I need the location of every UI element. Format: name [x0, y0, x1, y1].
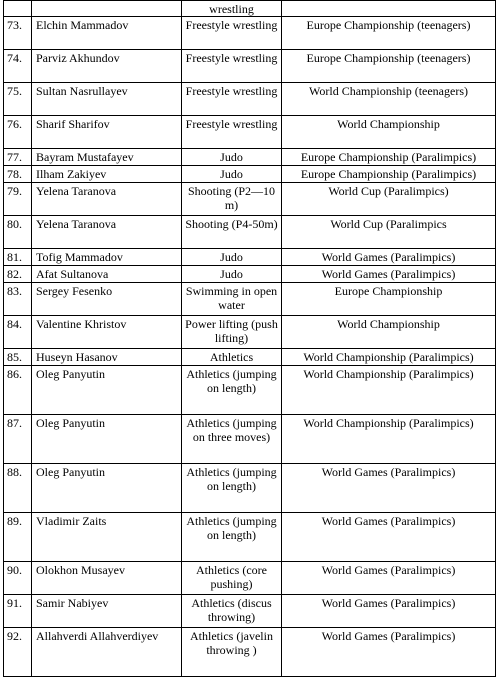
- table-row: [4, 50, 496, 83]
- sport-discipline-cell: [182, 183, 282, 216]
- sport-discipline-cell: [182, 116, 282, 149]
- table-row: [4, 266, 496, 283]
- competition: World Championship: [337, 117, 440, 131]
- athlete-name: Oleg Panyutin: [36, 367, 105, 381]
- table-row: [4, 464, 496, 513]
- sport-discipline: Power lifting (push lifting): [185, 317, 278, 345]
- row-number: 84.: [7, 317, 22, 331]
- row-number-cell: [4, 183, 32, 216]
- competition-cell: [282, 149, 496, 166]
- table-row: [4, 183, 496, 216]
- row-number-cell: [4, 116, 32, 149]
- competition: World Games (Paralimpics): [321, 596, 456, 610]
- athlete-name-cell: [32, 464, 182, 513]
- athlete-name: Vladimir Zaits: [36, 514, 107, 528]
- competition: World Cup (Paralimpics): [328, 184, 449, 198]
- sport-discipline-cell: [182, 349, 282, 366]
- sport-discipline-cell: [182, 562, 282, 595]
- sport-discipline: Athletics (jumping on three moves): [186, 416, 277, 444]
- sport-discipline: Judo: [220, 150, 243, 164]
- competition: World Games (Paralimpics): [321, 465, 456, 479]
- athlete-name-cell: [32, 166, 182, 183]
- row-number: 88.: [7, 465, 22, 479]
- competition-cell: [282, 249, 496, 266]
- athlete-name: Elchin Mammadov: [36, 18, 129, 32]
- athlete-name: Bayram Mustafayev: [36, 150, 134, 164]
- competition-cell: [282, 183, 496, 216]
- sport-discipline-cell: [182, 595, 282, 628]
- athlete-name-cell: [32, 415, 182, 464]
- athlete-name: Olokhon Musayev: [36, 563, 125, 577]
- row-number-cell: [4, 17, 32, 50]
- row-number: 82.: [7, 267, 22, 281]
- athlete-name: Parviz Akhundov: [36, 51, 120, 65]
- row-number: 91.: [7, 596, 22, 610]
- sport-discipline-cell: [182, 513, 282, 562]
- table-row: [4, 283, 496, 316]
- table-body: [4, 1, 496, 677]
- table-row: [4, 83, 496, 116]
- athlete-name: Afat Sultanova: [36, 267, 109, 281]
- athlete-name-cell: [32, 149, 182, 166]
- table-row: [4, 166, 496, 183]
- sport-discipline-cell: [182, 266, 282, 283]
- competition: Europe Championship: [334, 284, 443, 298]
- row-number: 78.: [7, 167, 22, 181]
- row-number: 90.: [7, 563, 22, 577]
- table-row: [4, 349, 496, 366]
- athlete-name: Tofig Mammadov: [36, 250, 123, 264]
- competition-cell: [282, 513, 496, 562]
- competition-cell: [282, 464, 496, 513]
- athlete-name: Sultan Nasrullayev: [36, 84, 128, 98]
- row-number: 81.: [7, 250, 22, 264]
- athlete-name-cell: [32, 216, 182, 249]
- competition-cell: [282, 283, 496, 316]
- row-number: 83.: [7, 284, 22, 298]
- competition-cell: [282, 628, 496, 677]
- row-number: 87.: [7, 416, 22, 430]
- table-row: [4, 216, 496, 249]
- sport-discipline-cell: [182, 628, 282, 677]
- competition: World Championship (teenagers): [309, 84, 468, 98]
- row-number-cell: [4, 562, 32, 595]
- table-row: [4, 116, 496, 149]
- athlete-name-cell: [32, 562, 182, 595]
- row-number-cell: [4, 595, 32, 628]
- athlete-name-cell: [32, 83, 182, 116]
- sport-discipline: Athletics (jumping on length): [186, 367, 277, 395]
- competition-cell: [282, 17, 496, 50]
- table-row: [4, 415, 496, 464]
- athlete-name-cell: [32, 628, 182, 677]
- sport-discipline: Athletics: [209, 350, 254, 364]
- sport-discipline-cell: [182, 1, 282, 17]
- row-number: 75.: [7, 84, 22, 98]
- table-row: [4, 1, 496, 17]
- sport-discipline-cell: [182, 216, 282, 249]
- athlete-name: Ilham Zakiyev: [36, 167, 107, 181]
- competition-cell: [282, 166, 496, 183]
- athlete-name-cell: [32, 116, 182, 149]
- sport-discipline: Shooting (P4-50m): [185, 217, 278, 231]
- sport-discipline: Athletics (jumping on length): [186, 514, 277, 542]
- table-row: [4, 366, 496, 415]
- competition: World Games (Paralimpics): [321, 514, 456, 528]
- competition-cell: [282, 50, 496, 83]
- competition-cell: [282, 595, 496, 628]
- competition-cell: [282, 1, 496, 17]
- sport-discipline: Athletics (javelin throwing ): [190, 629, 273, 657]
- athlete-name: Sergey Fesenko: [36, 284, 113, 298]
- sport-discipline: Freestyle wrestling: [185, 84, 278, 98]
- competition: Europe Championship (teenagers): [306, 18, 471, 32]
- row-number-cell: [4, 513, 32, 562]
- row-number: 74.: [7, 51, 22, 65]
- sport-discipline: wrestling: [209, 2, 254, 16]
- row-number: 79.: [7, 184, 22, 198]
- competition: World Games (Paralimpics): [321, 629, 456, 643]
- competition: World Championship (Paralimpics): [303, 416, 474, 430]
- competition-cell: [282, 415, 496, 464]
- athlete-name-cell: [32, 50, 182, 83]
- competition: World Games (Paralimpics): [321, 250, 456, 264]
- athlete-name: Huseyn Hasanov: [36, 350, 118, 364]
- table-row: [4, 17, 496, 50]
- competition-cell: [282, 316, 496, 349]
- competition: World Cup (Paralimpics: [330, 217, 447, 231]
- competition: Europe Championship (Paralimpics): [300, 167, 477, 181]
- competition-cell: [282, 349, 496, 366]
- sport-discipline: Swimming in open water: [185, 284, 278, 312]
- athlete-name-cell: [32, 183, 182, 216]
- sport-discipline: Freestyle wrestling: [185, 117, 278, 131]
- sport-discipline: Freestyle wrestling: [185, 18, 278, 32]
- table-row: [4, 249, 496, 266]
- row-number-cell: [4, 415, 32, 464]
- sport-discipline: Judo: [220, 167, 243, 181]
- competition-cell: [282, 116, 496, 149]
- row-number: 86.: [7, 367, 22, 381]
- row-number-cell: [4, 50, 32, 83]
- row-number-cell: [4, 464, 32, 513]
- row-number: 92.: [7, 629, 22, 643]
- sport-discipline-cell: [182, 50, 282, 83]
- athlete-name-cell: [32, 1, 182, 17]
- competition-cell: [282, 562, 496, 595]
- competition: World Championship (Paralimpics): [303, 367, 474, 381]
- row-number: 85.: [7, 350, 22, 364]
- athlete-name: Sharif Sharifov: [36, 117, 110, 131]
- sport-discipline-cell: [182, 415, 282, 464]
- document-page: [3, 0, 496, 677]
- athlete-name-cell: [32, 249, 182, 266]
- row-number-cell: [4, 216, 32, 249]
- athlete-name-cell: [32, 266, 182, 283]
- sport-discipline: Shooting (P2—10 m): [187, 184, 275, 212]
- row-number-cell: [4, 83, 32, 116]
- row-number-cell: [4, 283, 32, 316]
- table-row: [4, 562, 496, 595]
- row-number: 80.: [7, 217, 22, 231]
- athlete-name: Allahverdi Allahverdiyev: [36, 629, 159, 643]
- athlete-name-cell: [32, 349, 182, 366]
- sport-discipline: Freestyle wrestling: [185, 51, 278, 65]
- row-number-cell: [4, 266, 32, 283]
- competition-cell: [282, 83, 496, 116]
- sport-discipline-cell: [182, 17, 282, 50]
- sport-discipline-cell: [182, 366, 282, 415]
- competition-cell: [282, 216, 496, 249]
- athlete-name-cell: [32, 513, 182, 562]
- row-number: 73.: [7, 18, 22, 32]
- row-number-cell: [4, 349, 32, 366]
- sport-discipline-cell: [182, 166, 282, 183]
- competition: World Championship: [337, 317, 440, 331]
- athlete-name-cell: [32, 316, 182, 349]
- row-number-cell: [4, 149, 32, 166]
- sport-discipline: Judo: [220, 267, 243, 281]
- athlete-name-cell: [32, 366, 182, 415]
- row-number-cell: [4, 1, 32, 17]
- athlete-name: Oleg Panyutin: [36, 416, 105, 430]
- competition-cell: [282, 366, 496, 415]
- table-row: [4, 513, 496, 562]
- athlete-name-cell: [32, 283, 182, 316]
- row-number-cell: [4, 366, 32, 415]
- athlete-name-cell: [32, 17, 182, 50]
- athlete-name: Valentine Khristov: [36, 317, 127, 331]
- competition: World Games (Paralimpics): [321, 267, 456, 281]
- competition-cell: [282, 266, 496, 283]
- sport-discipline: Athletics (discus throwing): [191, 596, 272, 624]
- sport-discipline-cell: [182, 83, 282, 116]
- table-row: [4, 628, 496, 677]
- athlete-name: Yelena Taranova: [36, 217, 117, 231]
- competition: Europe Championship (teenagers): [306, 51, 471, 65]
- row-number: 77.: [7, 150, 22, 164]
- sport-discipline-cell: [182, 283, 282, 316]
- sport-discipline: Judo: [220, 250, 243, 264]
- competition: Europe Championship (Paralimpics): [300, 150, 477, 164]
- sport-discipline: Athletics (jumping on length): [186, 465, 277, 493]
- competition: World Championship (Paralimpics): [303, 350, 474, 364]
- sport-discipline-cell: [182, 464, 282, 513]
- sport-discipline-cell: [182, 316, 282, 349]
- row-number-cell: [4, 249, 32, 266]
- sport-discipline-cell: [182, 149, 282, 166]
- sport-discipline-cell: [182, 249, 282, 266]
- row-number: 76.: [7, 117, 22, 131]
- athletes-table: [3, 0, 496, 677]
- row-number: 89.: [7, 514, 22, 528]
- table-row: [4, 595, 496, 628]
- athlete-name: Oleg Panyutin: [36, 465, 105, 479]
- competition: World Games (Paralimpics): [321, 563, 456, 577]
- row-number-cell: [4, 166, 32, 183]
- sport-discipline: Athletics (core pushing): [196, 563, 267, 591]
- table-row: [4, 316, 496, 349]
- row-number-cell: [4, 316, 32, 349]
- athlete-name-cell: [32, 595, 182, 628]
- row-number-cell: [4, 628, 32, 677]
- table-row: [4, 149, 496, 166]
- athlete-name: Yelena Taranova: [36, 184, 117, 198]
- athlete-name: Samir Nabiyev: [36, 596, 109, 610]
